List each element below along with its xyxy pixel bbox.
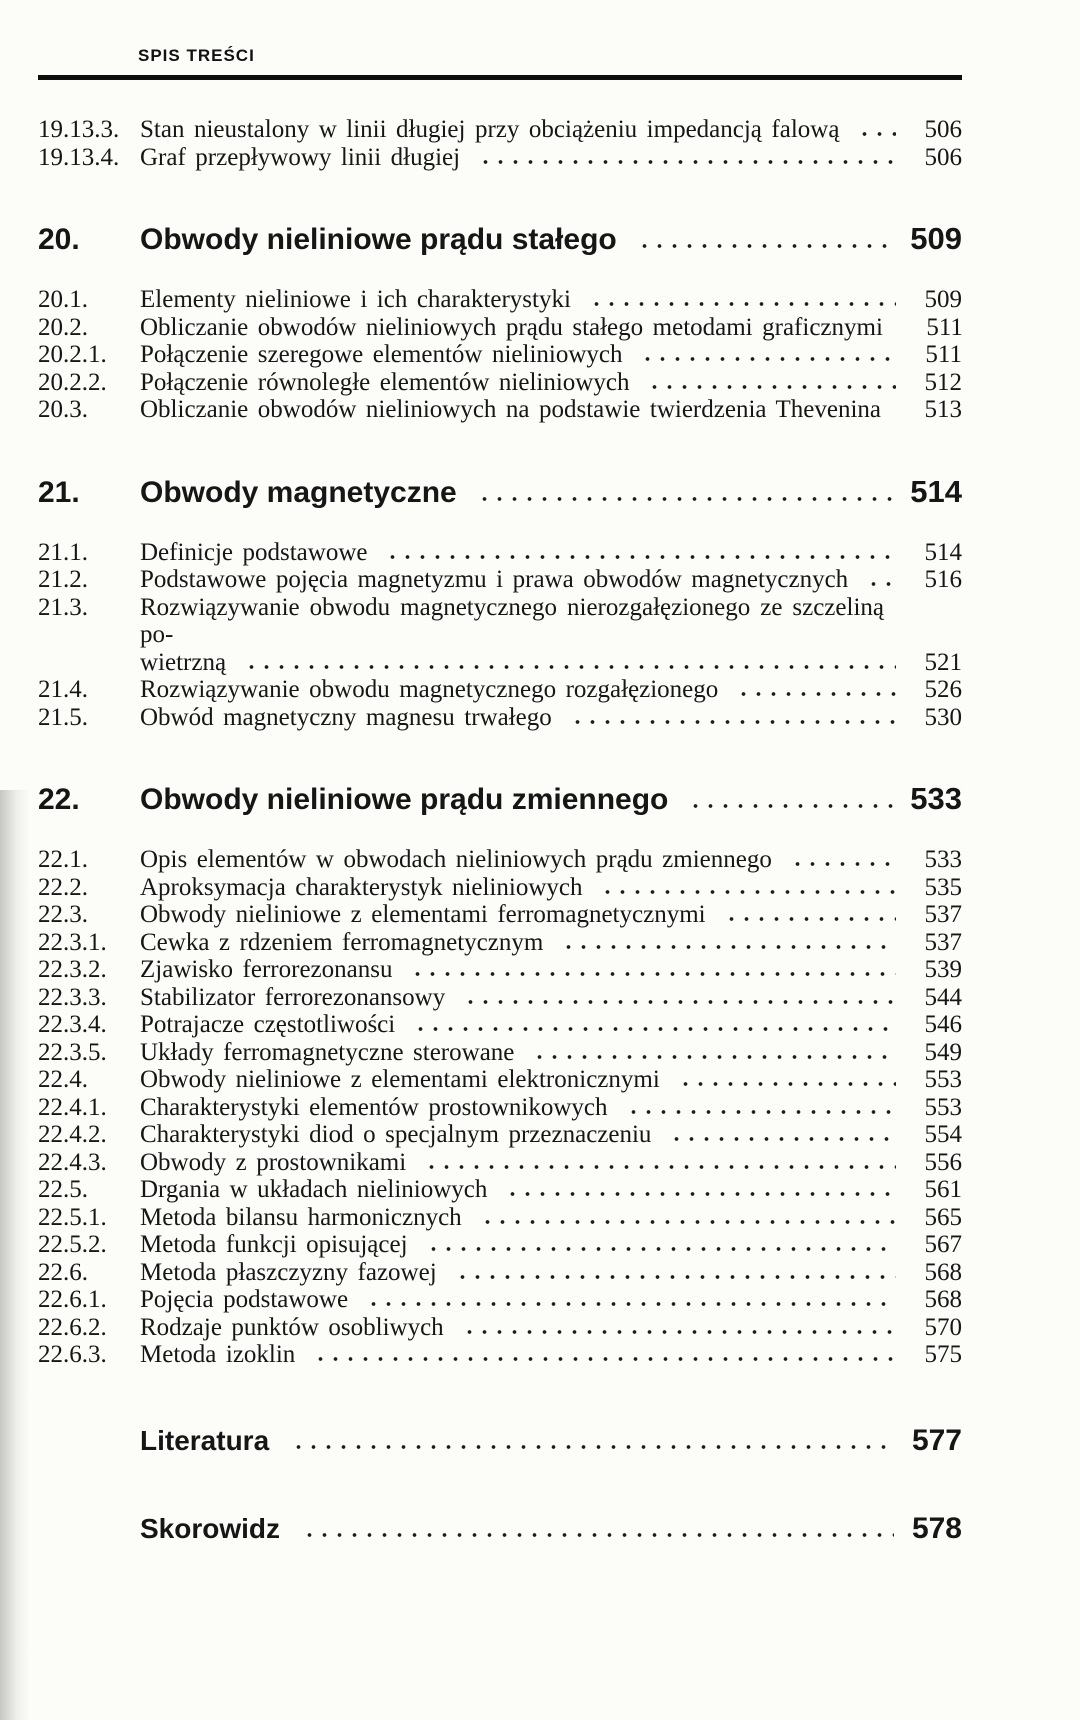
entry-page-number: 544 — [924, 983, 962, 1011]
entry-page-number: 537 — [924, 901, 962, 928]
entry-page-number: 506 — [924, 116, 962, 143]
entry-title: Stabilizator ferrorezonansowy — [140, 983, 446, 1011]
dot-leader — [474, 154, 896, 165]
entry-number: 22.6. — [38, 1258, 88, 1286]
dot-leader — [732, 686, 896, 697]
entry-title: Drgania w układach nieliniowych — [140, 1176, 488, 1203]
entry-page-number: 570 — [924, 1313, 962, 1341]
dot-leader — [298, 1527, 894, 1538]
toc-chapter-heading — [38, 781, 962, 818]
entry-title: Cewka z rdzeniem ferromagnetycznym — [140, 928, 544, 956]
entry-title: Obwody nieliniowe z elementami ferromagnetycznymi — [140, 901, 706, 928]
entry-number: 20.1. — [38, 286, 88, 313]
dot-leader — [643, 379, 896, 390]
entry-title: Rozwiązywanie obwodu magnetycznego rozgałęzionego — [140, 676, 719, 703]
dot-leader — [473, 491, 894, 502]
toc-entry — [38, 566, 962, 594]
toc-backmatter-entry — [38, 1425, 962, 1457]
entry-page-number: 575 — [924, 1341, 962, 1368]
entry-number: 21.2. — [38, 566, 88, 593]
entry-title: Rodzaje punktów osobliwych — [140, 1313, 444, 1341]
entry-title: Charakterystyki diod o specjalnym przeznaczeniu — [140, 1121, 652, 1148]
entry-title: Stan nieustalony w linii długiej przy obciążeniu impedancją falową — [140, 116, 840, 143]
entry-title: Rozwiązywanie obwodu magnetycznego nierozgałęzionego ze szczeliną po- — [140, 593, 884, 648]
toc-entry — [38, 1011, 962, 1039]
entry-title: Obwód magnetyczny magnesu trwałego — [140, 703, 552, 731]
header-rule — [38, 75, 962, 80]
entry-title: Pojęcia podstawowe — [140, 1286, 349, 1313]
toc-entry — [38, 676, 962, 704]
toc-entry — [38, 901, 962, 929]
entry-page-number: 506 — [924, 143, 962, 171]
chapter-page-number: 514 — [910, 473, 962, 509]
entry-page-number: 553 — [924, 1066, 962, 1093]
dot-leader — [451, 1269, 896, 1280]
entry-page-number: 565 — [924, 1203, 962, 1231]
dot-leader — [674, 1076, 896, 1087]
entry-page-number: 533 — [924, 846, 962, 873]
entry-page-number: 512 — [924, 368, 962, 396]
chapter-title: Obwody nieliniowe prądu zmiennego — [140, 783, 669, 816]
entry-number: 22.3.4. — [38, 1011, 107, 1038]
dot-leader — [622, 1104, 896, 1115]
toc-entry — [38, 1341, 962, 1369]
dot-leader — [633, 238, 894, 249]
entry-page-number: 513 — [924, 396, 962, 423]
entry-page-number: 556 — [924, 1148, 962, 1176]
entry-title: Połączenie równoległe elementów nieliniowych — [140, 368, 630, 396]
entry-number: 22.5.1. — [38, 1203, 107, 1231]
dot-leader — [240, 659, 896, 670]
entry-number: 22.4.1. — [38, 1093, 107, 1121]
entry-number: 22.5. — [38, 1176, 88, 1203]
chapter-number: 21. — [38, 475, 80, 509]
entry-number: 22.6.3. — [38, 1341, 107, 1368]
toc-entry — [38, 1094, 962, 1122]
entry-title: Metoda płaszczyzny fazowej — [140, 1258, 437, 1286]
entry-number: 22.3.5. — [38, 1038, 107, 1066]
dot-leader — [665, 1131, 896, 1142]
dot-leader — [895, 406, 896, 417]
entry-number: 22.2. — [38, 873, 88, 901]
dot-leader — [853, 126, 896, 137]
chapter-title: Obwody magnetyczne — [140, 475, 457, 509]
dot-leader — [786, 856, 896, 867]
dot-leader — [309, 1351, 896, 1362]
dot-leader — [458, 1324, 896, 1335]
entry-title: Układy ferromagnetyczne sterowane — [140, 1038, 515, 1066]
dot-leader — [862, 576, 896, 587]
backmatter-title: Skorowidz — [140, 1512, 281, 1544]
backmatter-page-number: 577 — [911, 1423, 962, 1457]
entry-number: 21.3. — [38, 593, 88, 621]
entry-page-number: 568 — [924, 1258, 962, 1286]
entry-number: 21.5. — [38, 703, 88, 731]
dot-leader — [459, 994, 896, 1005]
toc-entry — [38, 1314, 962, 1342]
entry-page-number: 516 — [924, 566, 962, 593]
toc-entry — [38, 369, 962, 397]
entry-title: Aproksymacja charakterystyk nieliniowych — [140, 873, 583, 901]
dot-leader — [409, 1021, 896, 1032]
toc-entry — [38, 1231, 962, 1259]
entry-number: 22.3.3. — [38, 983, 107, 1011]
toc-entry — [38, 1176, 962, 1204]
entry-number: 22.1. — [38, 846, 88, 873]
toc-entry-wrapped-first-line — [38, 594, 962, 649]
toc-entry — [38, 846, 962, 874]
toc-entry — [38, 1121, 962, 1149]
dot-leader — [501, 1186, 896, 1197]
dot-leader — [557, 939, 896, 950]
entry-title: Definicje podstawowe — [140, 538, 368, 566]
backmatter-page-number: 578 — [911, 1511, 962, 1545]
entry-page-number: 553 — [924, 1093, 962, 1121]
entry-title: Metoda funkcji opisującej — [140, 1231, 408, 1258]
entry-page-number: 530 — [924, 703, 962, 731]
entry-number: 22.6.2. — [38, 1313, 107, 1341]
dot-leader — [528, 1049, 896, 1060]
chapter-page-number: 509 — [910, 221, 962, 256]
toc-chapter-heading — [38, 221, 962, 258]
scan-edge-shadow — [0, 790, 30, 1720]
entry-title: Potrajacze częstotliwości — [140, 1011, 396, 1038]
dot-leader — [422, 1241, 896, 1252]
entry-number: 21.1. — [38, 538, 88, 566]
chapter-number: 20. — [38, 223, 80, 256]
entry-title: Charakterystyki elementów prostownikowych — [140, 1093, 608, 1121]
toc-entry — [38, 984, 962, 1012]
entry-title: Obwody z prostownikami — [140, 1148, 407, 1176]
page-title: SPIS TREŚCI — [138, 46, 255, 65]
entry-number: 22.6.1. — [38, 1286, 107, 1313]
entry-page-number: 514 — [924, 538, 962, 566]
entry-title: Podstawowe pojęcia magnetyzmu i prawa obwodów magnetycznych — [140, 566, 849, 593]
entry-page-number: 546 — [924, 1011, 962, 1038]
dot-leader — [406, 966, 896, 977]
toc-entry — [38, 1039, 962, 1067]
entry-number: 20.2.2. — [38, 368, 107, 396]
dot-leader — [636, 351, 896, 362]
toc-entry — [38, 341, 962, 369]
entry-number: 19.13.4. — [38, 143, 120, 171]
chapter-page-number: 533 — [910, 781, 962, 816]
toc-entry — [38, 649, 962, 677]
entry-number: 22.4.2. — [38, 1121, 107, 1148]
entry-title: Metoda izoklin — [140, 1341, 296, 1368]
entry-title: Metoda bilansu harmonicznych — [140, 1203, 462, 1231]
toc-entry — [38, 1286, 962, 1314]
toc-entry — [38, 1066, 962, 1094]
toc-entry — [38, 874, 962, 902]
entry-page-number: 568 — [924, 1286, 962, 1313]
entry-page-number: 539 — [924, 956, 962, 983]
entry-number: 20.2. — [38, 313, 88, 341]
entry-number: 21.4. — [38, 676, 88, 703]
entry-page-number: 526 — [924, 676, 962, 703]
entry-number: 22.3. — [38, 901, 88, 928]
toc-entry — [38, 929, 962, 957]
toc-entry — [38, 144, 962, 172]
entry-title: Obwody nieliniowe z elementami elektronicznymi — [140, 1066, 660, 1093]
toc-entry — [38, 1259, 962, 1287]
entry-number: 22.4.3. — [38, 1148, 107, 1176]
dot-leader — [476, 1214, 896, 1225]
backmatter-title: Literatura — [140, 1424, 270, 1456]
toc-entry — [38, 539, 962, 567]
dot-leader — [362, 1296, 896, 1307]
entry-title: Zjawisko ferrorezonansu — [140, 956, 393, 983]
toc-list — [38, 116, 962, 1545]
dot-leader — [287, 1439, 894, 1450]
entry-title: Opis elementów w obwodach nieliniowych prądu zmiennego — [140, 846, 772, 873]
entry-page-number: 537 — [924, 928, 962, 956]
entry-page-number: 511 — [925, 341, 962, 368]
entry-title: Obliczanie obwodów nieliniowych prądu stałego metodami graficznymi — [140, 313, 883, 341]
entry-title: Połączenie szeregowe elementów nieliniowych — [140, 341, 623, 368]
dot-leader — [420, 1159, 896, 1170]
entry-title: Graf przepływowy linii długiej — [140, 143, 461, 171]
entry-page-number: 535 — [924, 873, 962, 901]
toc-chapter-heading — [38, 474, 962, 511]
entry-title: wietrzną — [140, 648, 227, 676]
entry-number: 22.3.2. — [38, 956, 107, 983]
entry-page-number: 561 — [924, 1176, 962, 1203]
entry-number: 20.2.1. — [38, 341, 107, 368]
toc-entry — [38, 1149, 962, 1177]
entry-page-number: 549 — [924, 1038, 962, 1066]
entry-number: 22.3.1. — [38, 928, 107, 956]
chapter-title: Obwody nieliniowe prądu stałego — [140, 223, 617, 256]
dot-leader — [596, 884, 896, 895]
entry-number: 22.5.2. — [38, 1231, 107, 1258]
toc-entry — [38, 314, 962, 342]
entry-number: 19.13.3. — [38, 116, 120, 143]
dot-leader — [585, 296, 896, 307]
toc-entry — [38, 704, 962, 732]
toc-entry — [38, 116, 962, 144]
entry-number: 22.4. — [38, 1066, 88, 1093]
toc-backmatter-entry — [38, 1513, 962, 1545]
chapter-number: 22. — [38, 783, 80, 816]
entry-page-number: 509 — [924, 286, 962, 313]
page-content — [38, 0, 962, 1545]
dot-leader — [381, 549, 896, 560]
dot-leader — [720, 911, 896, 922]
entry-title: Elementy nieliniowe i ich charakterystyki — [140, 286, 571, 313]
entry-page-number: 567 — [924, 1231, 962, 1258]
toc-entry — [38, 286, 962, 314]
dot-leader — [684, 798, 894, 809]
dot-leader — [566, 714, 896, 725]
entry-page-number: 554 — [924, 1121, 962, 1148]
entry-title: Obliczanie obwodów nieliniowych na podstawie twierdzenia Thevenina — [140, 396, 882, 423]
entry-page-number: 521 — [924, 648, 962, 676]
entry-number: 20.3. — [38, 396, 88, 423]
toc-entry — [38, 1204, 962, 1232]
toc-entry — [38, 396, 962, 424]
toc-entry — [38, 956, 962, 984]
entry-page-number: 511 — [926, 313, 963, 341]
